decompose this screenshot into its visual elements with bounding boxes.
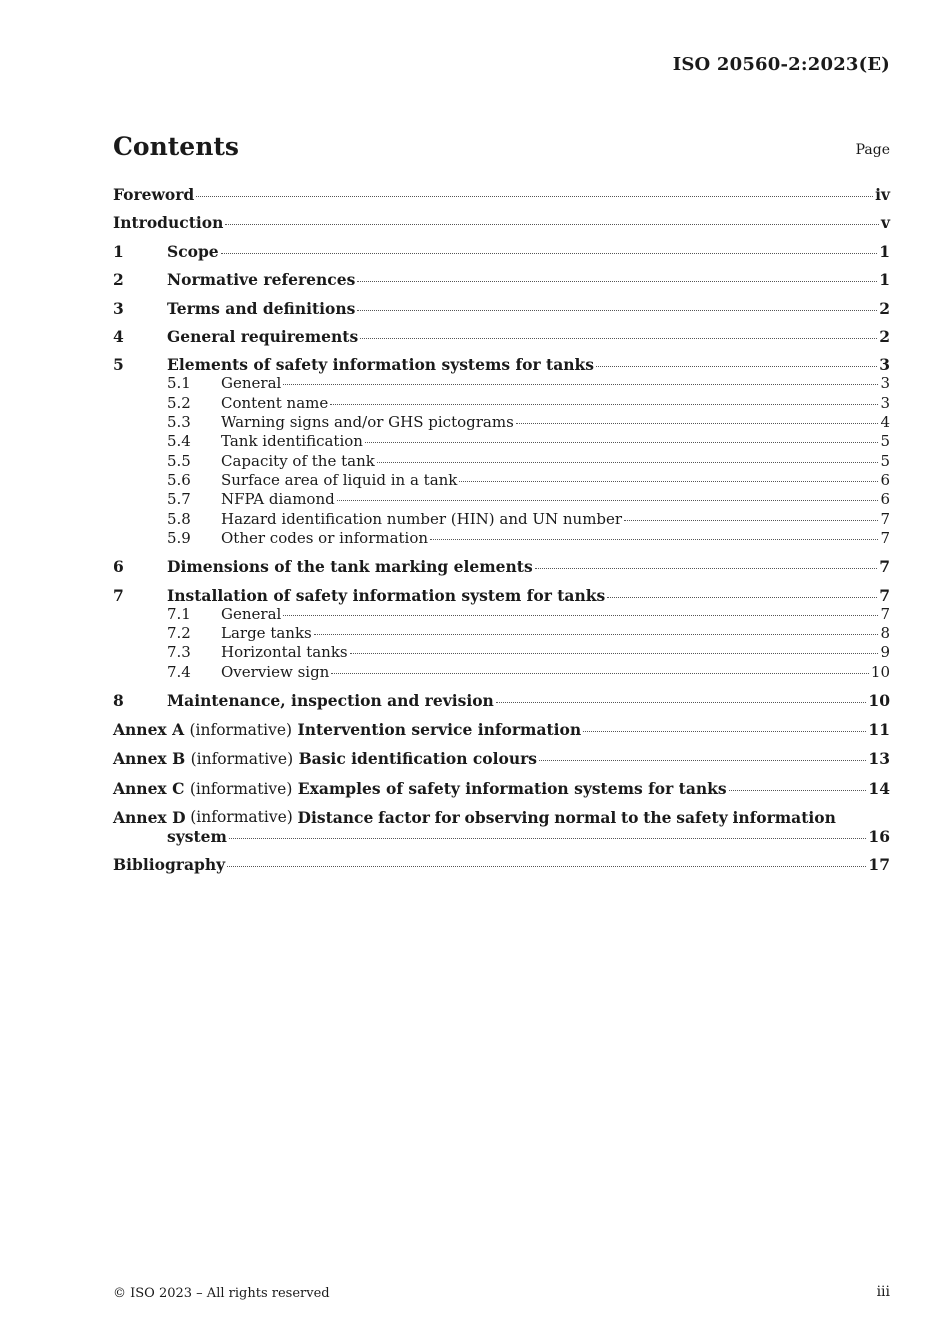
- toc-entry[interactable]: [113, 327, 890, 346]
- toc-entry-page: 2: [879, 298, 890, 318]
- toc-entry-title: Capacity of the tank: [221, 451, 375, 470]
- toc-entry-page: 6: [880, 490, 890, 509]
- toc-entry-title: Other codes or information: [221, 528, 429, 547]
- toc-entry[interactable]: [113, 299, 890, 318]
- toc-entry-page: 2: [879, 326, 890, 346]
- dot-leader: [314, 633, 879, 635]
- document-id: ISO 20560-2:2023(E): [672, 54, 890, 75]
- toc-entry-page: 7: [880, 509, 890, 528]
- toc-entry-title: Overview sign: [221, 662, 330, 681]
- toc-entry[interactable]: [113, 691, 890, 710]
- toc-entry-title: Elements of safety information systems for tanks: [167, 355, 594, 375]
- toc-entry[interactable]: [113, 242, 890, 261]
- toc-entry-number: 7: [113, 585, 124, 605]
- dot-leader: [196, 195, 873, 197]
- toc-entry-page: 7: [880, 528, 890, 547]
- toc-entry-number: 5.8: [167, 509, 191, 528]
- toc-entry-annex[interactable]: [113, 720, 890, 740]
- toc-entry[interactable]: [113, 213, 890, 232]
- annex-d-title-end: system: [167, 826, 227, 846]
- toc-entry-number: 5.6: [167, 470, 191, 489]
- copyright-notice: © ISO 2023 – All rights reserved: [113, 1286, 330, 1301]
- annex-d-title-word: safety: [676, 807, 728, 827]
- toc-entry[interactable]: [113, 490, 890, 509]
- toc-entry[interactable]: [113, 355, 890, 374]
- toc-entry-page: 3: [880, 374, 890, 393]
- toc-entry-page: 7: [879, 585, 890, 605]
- toc-entry[interactable]: [113, 471, 890, 490]
- annex-d-title-word: factor: [378, 807, 430, 827]
- toc-entry-title: General: [221, 604, 282, 623]
- dot-leader: [583, 730, 866, 732]
- annex-d-title-word: the: [643, 807, 672, 827]
- toc-entry-title: Tank identification: [221, 432, 363, 451]
- dot-leader: [539, 759, 866, 761]
- dot-leader: [221, 252, 878, 254]
- dot-leader: [350, 652, 879, 654]
- annex-prefix: Annex C: [113, 778, 185, 798]
- annex-page: 14: [868, 778, 890, 798]
- dot-leader: [229, 837, 867, 839]
- dot-leader: [596, 365, 877, 367]
- toc-entry-bibliography[interactable]: [113, 855, 890, 874]
- toc-entry[interactable]: [113, 374, 890, 393]
- toc-entry-number: 1: [113, 241, 124, 261]
- toc-entry-title: Large tanks: [221, 624, 312, 643]
- toc-entry-number: 7.3: [167, 643, 191, 662]
- toc-entry-number: 7.2: [167, 624, 191, 643]
- dot-leader: [337, 499, 879, 501]
- annex-page: 13: [868, 749, 890, 769]
- toc-entry-page: 8: [880, 624, 890, 643]
- bibliography-page: 17: [868, 855, 890, 875]
- toc-entry-number: 7.1: [167, 604, 191, 623]
- toc-entry-number: 3: [113, 298, 124, 318]
- toc-entry-page: 3: [879, 355, 890, 375]
- toc-entry-number: 5.3: [167, 413, 191, 432]
- toc-entry-number: 6: [113, 557, 124, 577]
- toc-entry-page: 7: [879, 557, 890, 577]
- toc-entry-number: 5: [113, 355, 124, 375]
- annex-title: Intervention service information: [297, 719, 582, 739]
- toc-entry-title: General requirements: [167, 326, 359, 346]
- annex-info: (informative): [189, 779, 293, 798]
- toc-entry-title: Introduction: [113, 213, 224, 233]
- toc-entry-page: iv: [875, 185, 890, 204]
- toc-entry-number: 5.5: [167, 451, 191, 470]
- toc-entry-title: Installation of safety information system for tanks: [167, 585, 606, 605]
- toc-entry-title: Content name: [221, 393, 329, 412]
- dot-leader: [377, 461, 879, 463]
- toc-entry-number: 5.9: [167, 528, 191, 547]
- annex-info: (informative): [189, 720, 293, 739]
- dot-leader: [607, 596, 877, 598]
- toc-entry-page: 10: [868, 691, 890, 711]
- toc-entry-number: 8: [113, 691, 124, 711]
- toc-entry-page: 1: [879, 270, 890, 290]
- toc-entry-title: Terms and definitions: [167, 298, 356, 318]
- annex-d-title-word: for: [434, 807, 460, 827]
- annex-d-title-word: information: [732, 807, 836, 827]
- dot-leader: [360, 337, 877, 339]
- toc-entry-page: 9: [880, 643, 890, 662]
- dot-leader: [729, 789, 867, 791]
- toc-entry-title: Dimensions of the tank marking elements: [167, 557, 533, 577]
- annex-prefix: Annex A: [113, 719, 185, 739]
- annex-info: (informative): [190, 750, 294, 769]
- toc-entry-page: 4: [880, 413, 890, 432]
- toc-entry-number: 5.7: [167, 490, 191, 509]
- toc-entry-page: 3: [880, 393, 890, 412]
- dot-leader: [225, 223, 879, 225]
- toc-entry-page: 10: [870, 662, 890, 681]
- toc-entry-annex-d[interactable]: [113, 808, 890, 846]
- toc-entry-title: Warning signs and/or GHS pictograms: [221, 413, 514, 432]
- toc-entry-page: 6: [880, 470, 890, 489]
- page-number: iii: [876, 1284, 890, 1300]
- annex-d-title-word: normal: [554, 807, 617, 827]
- toc-entry-page: 7: [880, 604, 890, 623]
- toc-entry[interactable]: [113, 529, 890, 548]
- toc-entry-title: General: [221, 374, 282, 393]
- toc-entry-annex[interactable]: [113, 749, 890, 769]
- toc-entry[interactable]: [113, 270, 890, 289]
- toc-entry[interactable]: [113, 624, 890, 643]
- annex-prefix: Annex B: [113, 749, 186, 769]
- dot-leader: [516, 422, 879, 424]
- toc-entry[interactable]: [113, 605, 890, 624]
- annex-d-second-line: [113, 827, 890, 846]
- toc-entry[interactable]: [113, 185, 890, 204]
- toc-annexes: [113, 720, 890, 799]
- dot-leader: [331, 672, 869, 674]
- table-of-contents: [113, 185, 890, 874]
- toc-entry[interactable]: [113, 413, 890, 432]
- page-column-label: Page: [855, 142, 890, 158]
- toc-entry-title: Foreword: [113, 185, 195, 204]
- toc-entries: [113, 185, 890, 710]
- bibliography-title: Bibliography: [113, 855, 226, 875]
- toc-entry-title: Normative references: [167, 270, 356, 290]
- dot-leader: [283, 383, 878, 385]
- annex-page: 11: [868, 719, 890, 739]
- annex-d-first-line: [113, 808, 890, 827]
- toc-entry[interactable]: [113, 586, 890, 605]
- toc-entry-page: 5: [880, 432, 890, 451]
- dot-leader: [227, 865, 866, 867]
- dot-leader: [496, 701, 867, 703]
- toc-entry[interactable]: [113, 663, 890, 682]
- dot-leader: [357, 309, 877, 311]
- contents-heading: Contents: [113, 132, 240, 161]
- annex-d-title-word: to: [621, 807, 639, 827]
- annex-d-info: (informative): [190, 807, 293, 826]
- toc-entry[interactable]: [113, 394, 890, 413]
- toc-entry-number: 7.4: [167, 662, 191, 681]
- toc-entry[interactable]: [113, 432, 890, 451]
- dot-leader: [535, 567, 878, 569]
- annex-d-prefix: Annex D: [113, 807, 186, 827]
- toc-entry[interactable]: [113, 643, 890, 662]
- toc-entry[interactable]: [113, 557, 890, 576]
- dot-leader: [357, 280, 877, 282]
- toc-entry-number: 5.4: [167, 432, 191, 451]
- annex-d-title-word: observing: [464, 807, 550, 827]
- annex-d-title-word: Distance: [297, 807, 374, 827]
- toc-entry-annex[interactable]: [113, 779, 890, 799]
- dot-leader: [330, 403, 878, 405]
- toc-entry-title: Hazard identification number (HIN) and UN number: [221, 509, 623, 528]
- toc-entry-page: v: [880, 213, 890, 233]
- toc-entry[interactable]: [113, 510, 890, 529]
- dot-leader: [624, 519, 878, 521]
- annex-title: Basic identification colours: [298, 749, 538, 769]
- toc-entry-number: 5.1: [167, 374, 191, 393]
- toc-entry-number: 2: [113, 270, 124, 290]
- toc-entry-number: 5.2: [167, 393, 191, 412]
- dot-leader: [459, 480, 878, 482]
- toc-entry-number: 4: [113, 326, 124, 346]
- toc-entry-title: Horizontal tanks: [221, 643, 348, 662]
- dot-leader: [430, 538, 878, 540]
- annex-title: Examples of safety information systems for tanks: [297, 778, 727, 798]
- toc-entry[interactable]: [113, 452, 890, 471]
- toc-entry-page: 1: [879, 241, 890, 261]
- dot-leader: [283, 614, 878, 616]
- toc-entry-page: 5: [880, 451, 890, 470]
- toc-entry-title: NFPA diamond: [221, 490, 335, 509]
- toc-entry-title: Scope: [167, 241, 219, 261]
- toc-entry-title: Surface area of liquid in a tank: [221, 470, 458, 489]
- dot-leader: [365, 441, 879, 443]
- toc-entry-title: Maintenance, inspection and revision: [167, 691, 494, 711]
- annex-d-page: 16: [868, 826, 890, 846]
